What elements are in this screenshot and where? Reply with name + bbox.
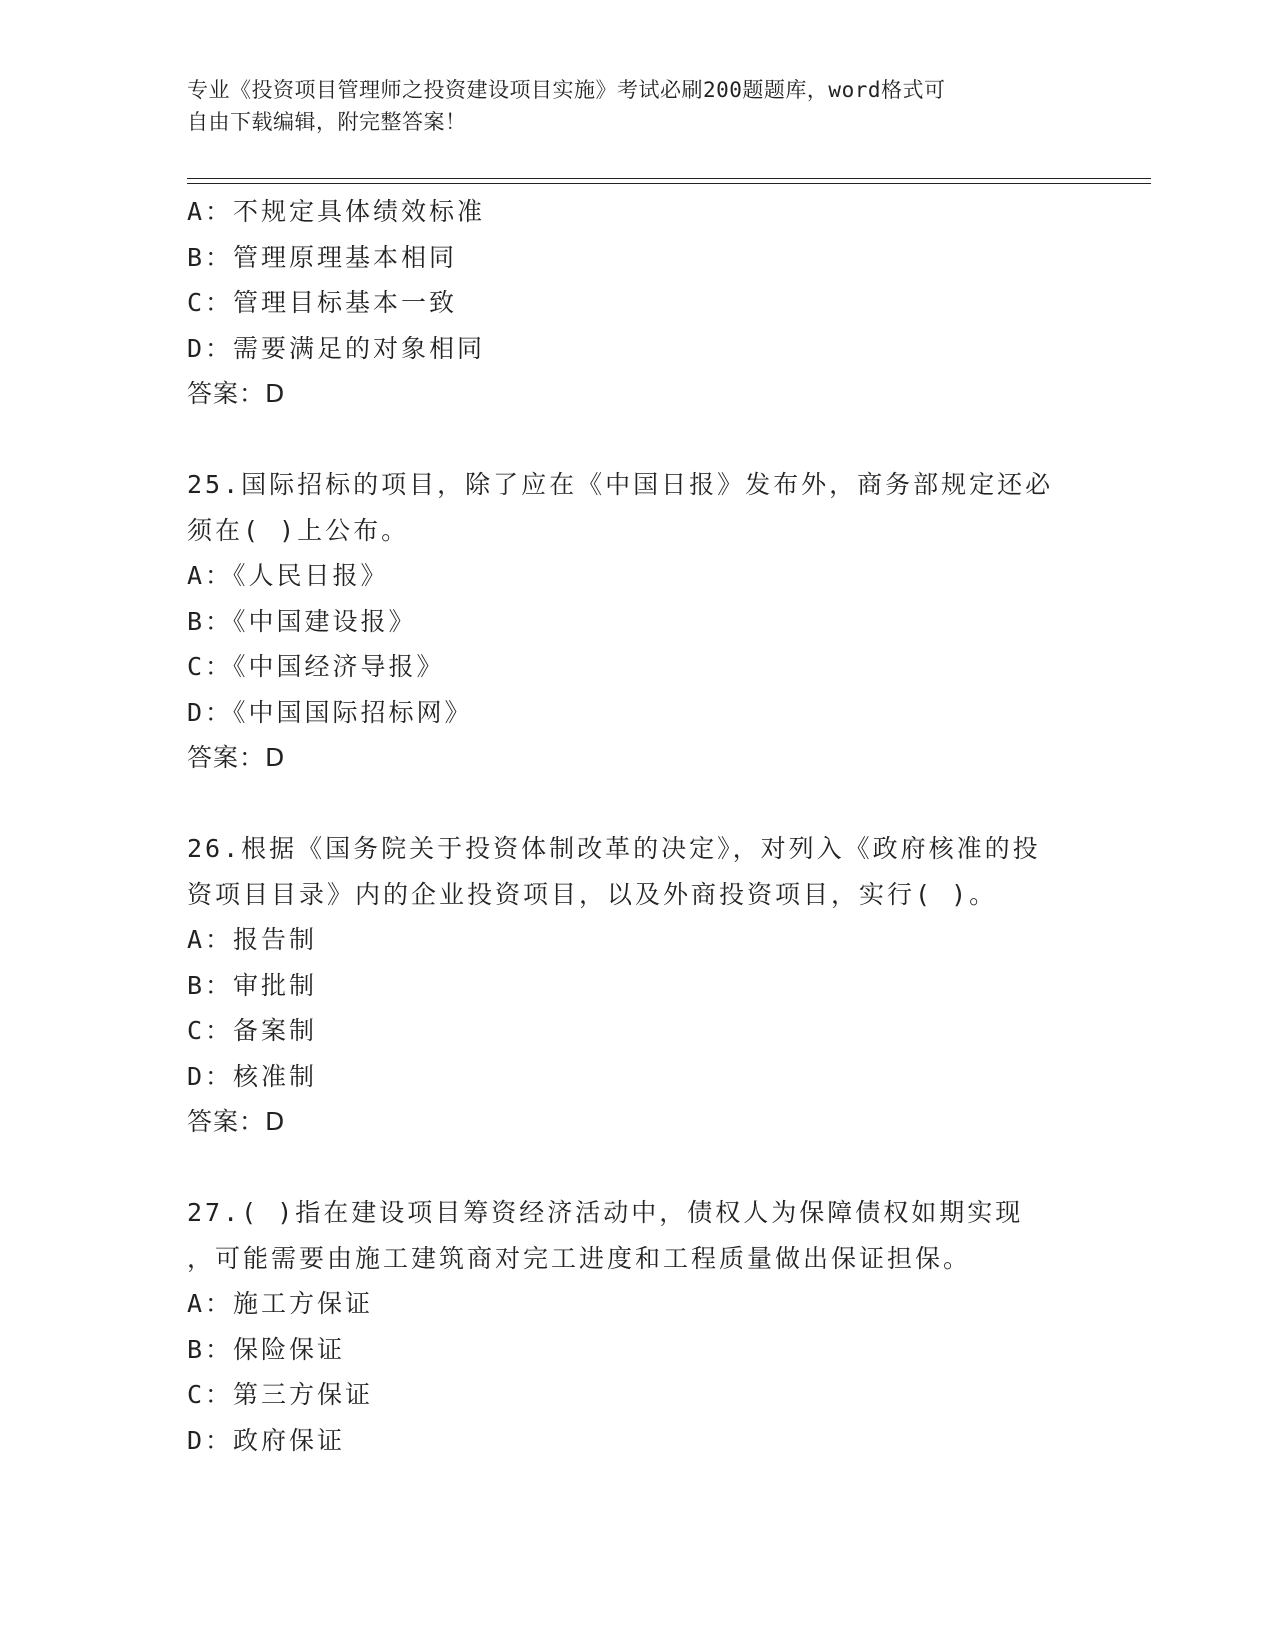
question-block [187, 189, 1087, 417]
question-stem-line: 26.根据《国务院关于投资体制改革的决定》，对列入《政府核准的投 [187, 834, 1041, 863]
answer-option: D：政府保证 [187, 1425, 346, 1455]
header-divider-top [187, 178, 1151, 179]
answer-option: B：《中国建设报》 [187, 606, 417, 636]
document-header [187, 74, 1067, 138]
header-line-1: 专业《投资项目管理师之投资建设项目实施》考试必刷200题题库，word格式可 [187, 78, 946, 102]
question-spacer [187, 417, 1087, 463]
answer-option: C：《中国经济导报》 [187, 652, 445, 681]
question-stem-line: ，可能需要由施工建筑商对完工进度和工程质量做出保证担保。 [187, 1243, 972, 1273]
question-stem-line: 25.国际招标的项目，除了应在《中国日报》发布外，商务部规定还必 [187, 470, 1054, 499]
header-divider-bottom [187, 183, 1151, 184]
answer-option: D：核准制 [187, 1061, 318, 1091]
question-stem-line: 须在( )上公布。 [187, 515, 410, 545]
answer-option: B：审批制 [187, 970, 318, 1000]
question-stem-line: 27.( )指在建设项目筹资经济活动中，债权人为保障债权如期实现 [187, 1198, 1024, 1227]
answer-option: D：《中国国际招标网》 [187, 697, 473, 727]
answer-option: B：管理原理基本相同 [187, 242, 458, 272]
correct-answer: 答案：D [187, 743, 286, 772]
answer-option: D：需要满足的对象相同 [187, 333, 486, 363]
question-block [187, 462, 1087, 781]
header-line-2: 自由下载编辑，附完整答案！ [187, 110, 467, 134]
answer-option: A：《人民日报》 [187, 561, 389, 590]
answer-option: A：不规定具体绩效标准 [187, 197, 486, 226]
correct-answer: 答案：D [187, 379, 286, 408]
question-block [187, 1190, 1087, 1463]
question-spacer [187, 781, 1087, 827]
answer-option: C：备案制 [187, 1016, 318, 1045]
answer-option: A：报告制 [187, 925, 318, 954]
question-spacer [187, 1145, 1087, 1191]
correct-answer: 答案：D [187, 1107, 286, 1136]
answer-option: C：管理目标基本一致 [187, 288, 458, 317]
question-block [187, 826, 1087, 1145]
answer-option: B：保险保证 [187, 1334, 346, 1364]
answer-option: C：第三方保证 [187, 1380, 374, 1409]
question-stem-line: 资项目目录》内的企业投资项目，以及外商投资项目，实行( )。 [187, 879, 998, 909]
question-list [187, 189, 1087, 1463]
answer-option: A：施工方保证 [187, 1289, 374, 1318]
